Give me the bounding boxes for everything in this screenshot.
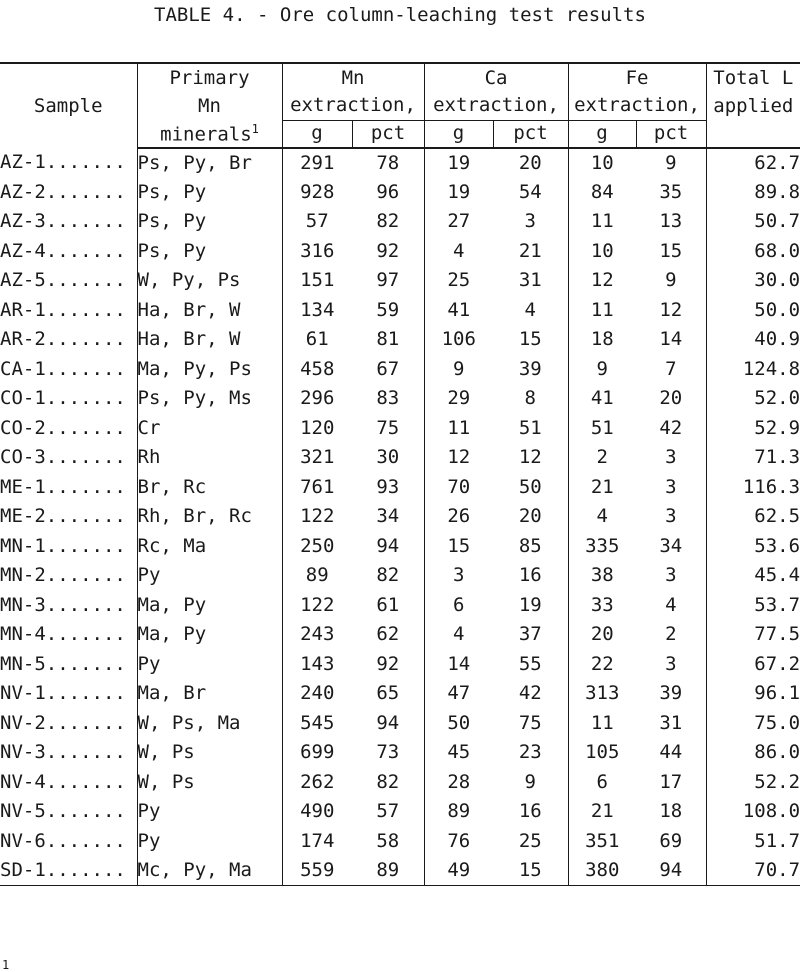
cell-mn-g: 122 [282,502,352,532]
cell-ca-g: 41 [424,296,493,326]
cell-fe-g: 10 [568,148,636,178]
cell-ca-pct: 8 [524,387,536,410]
table-row [0,797,800,827]
table-row [0,768,800,798]
cell-minerals: Ps, Py [137,178,282,208]
cell-mn-pct: 82 [376,210,400,233]
cell-mn-pct: 96 [376,180,400,203]
table-row [0,355,800,385]
cell-fe-pct: 13 [659,210,683,233]
cell-mn-pct: 78 [376,151,400,174]
cell-mn-g: 240 [282,679,352,709]
cell-fe-g: 10 [568,237,636,267]
table-row [0,266,800,296]
cell-total-l: 52.0 [706,384,800,414]
cell-minerals: Py [137,827,282,857]
cell-sample: NV-3....... [0,741,126,764]
cell-mn-g: 928 [282,178,352,208]
cell-mn-g: 243 [282,620,352,650]
cell-total-l: 86.0 [706,738,800,768]
cell-fe-g: 84 [568,178,636,208]
cell-ca-g: 4 [424,237,493,267]
cell-total-l: 51.7 [706,827,800,857]
cell-total-l: 52.9 [706,414,800,444]
cell-fe-g: 38 [568,561,636,591]
cell-mn-pct: 94 [376,534,400,557]
cell-sample: MN-3....... [0,593,126,616]
cell-fe-pct: 31 [659,711,683,734]
cell-ca-g: 76 [424,827,493,857]
cell-total-l: 70.7 [706,856,800,886]
cell-mn-g: 316 [282,237,352,267]
cell-fe-pct: 44 [659,741,683,764]
cell-fe-g: 51 [568,414,636,444]
cell-sample: AR-2....... [0,328,126,351]
cell-mn-pct: 89 [352,856,424,886]
cell-ca-g: 70 [424,473,493,503]
cell-mn-pct: 93 [376,475,400,498]
cell-mn-pct: 65 [376,682,400,705]
cell-total-l: 75.0 [706,709,800,739]
cell-fe-pct: 9 [665,269,677,292]
cell-fe-g: 11 [568,296,636,326]
cell-ca-pct: 12 [518,446,542,469]
cell-ca-pct: 23 [518,741,542,764]
cell-ca-g: 45 [424,738,493,768]
table-row [0,473,800,503]
footnote-superscript: 1 [251,121,259,136]
cell-ca-g: 3 [424,561,493,591]
leaching-results-table [0,62,800,886]
table-row [0,650,800,680]
cell-minerals: Ps, Py, Ms [137,384,282,414]
cell-sample: ME-2....... [0,505,126,528]
header-ca-pct: pct [493,120,568,148]
cell-ca-pct: 75 [518,711,542,734]
cell-mn-pct: 82 [376,770,400,793]
cell-sample: SD-1....... [0,856,137,886]
cell-total-l: 116.3 [706,473,800,503]
cell-fe-g: 21 [568,473,636,503]
cell-sample: AZ-4....... [0,239,126,262]
cell-mn-g: 120 [282,414,352,444]
cell-mn-g: 321 [282,443,352,473]
table-row [0,738,800,768]
cell-ca-pct: 16 [518,800,542,823]
header-total-blank [706,120,800,148]
cell-ca-g: 19 [424,148,493,178]
cell-mn-pct: 73 [376,741,400,764]
cell-minerals: Ma, Py [137,620,282,650]
header-primary-line3 [137,120,282,148]
cell-ca-g: 47 [424,679,493,709]
cell-mn-g: 291 [282,148,352,178]
cell-total-l: 124.8 [706,355,800,385]
cell-minerals: Ha, Br, W [137,325,282,355]
table-row [0,502,800,532]
cell-total-l: 45.4 [706,561,800,591]
cell-sample: AZ-1....... [0,151,126,174]
cell-mn-g: 89 [282,561,352,591]
cell-ca-g: 14 [424,650,493,680]
cell-fe-g: 335 [568,532,636,562]
cell-mn-pct: 30 [376,446,400,469]
cell-minerals: W, Ps, Ma [137,709,282,739]
cell-ca-g: 9 [424,355,493,385]
cell-fe-g: 12 [568,266,636,296]
cell-sample: CO-2....... [0,416,126,439]
table-row [0,561,800,591]
cell-mn-pct: 92 [376,652,400,675]
cell-fe-pct: 20 [659,387,683,410]
header-primary-line1: Primary [137,63,282,92]
cell-mn-pct: 81 [376,328,400,351]
cell-mn-pct: 82 [376,564,400,587]
cell-sample: MN-2....... [0,564,126,587]
cell-sample: AZ-5....... [0,269,126,292]
footnote-mark: 1 [2,958,10,972]
cell-ca-pct: 54 [518,180,542,203]
cell-mn-g: 490 [282,797,352,827]
cell-ca-pct: 15 [493,856,568,886]
table-row [0,296,800,326]
cell-mn-g: 151 [282,266,352,296]
cell-fe-pct: 3 [665,446,677,469]
cell-mn-g: 122 [282,591,352,621]
cell-mn-g: 61 [282,325,352,355]
cell-fe-g: 41 [568,384,636,414]
table-row [0,207,800,237]
cell-mn-g: 57 [282,207,352,237]
cell-ca-pct: 42 [518,682,542,705]
cell-minerals: Ps, Py, Br [137,148,282,178]
cell-mn-g: 458 [282,355,352,385]
table-row [0,237,800,267]
cell-minerals: Br, Rc [137,473,282,503]
cell-total-l: 68.0 [706,237,800,267]
cell-ca-pct: 37 [518,623,542,646]
cell-fe-pct: 3 [665,505,677,528]
table-row [0,443,800,473]
cell-fe-g: 105 [568,738,636,768]
cell-ca-g: 89 [424,797,493,827]
cell-sample: NV-2....... [0,711,126,734]
cell-ca-pct: 50 [518,475,542,498]
cell-minerals: Py [137,650,282,680]
table-row [0,827,800,857]
table-row [0,709,800,739]
cell-total-l: 108.0 [706,797,800,827]
cell-fe-pct: 94 [636,856,706,886]
cell-mn-pct: 34 [376,505,400,528]
cell-fe-pct: 69 [659,829,683,852]
cell-total-l: 50.0 [706,296,800,326]
cell-ca-pct: 85 [518,534,542,557]
cell-minerals: W, Ps [137,768,282,798]
table-row [0,325,800,355]
cell-fe-pct: 7 [665,357,677,380]
cell-ca-pct: 4 [524,298,536,321]
cell-ca-pct: 31 [518,269,542,292]
header-mn-line1: Mn [282,63,424,92]
cell-total-l: 52.2 [706,768,800,798]
cell-sample: CO-1....... [0,387,126,410]
cell-fe-g: 11 [568,709,636,739]
cell-minerals: Rh, Br, Rc [137,502,282,532]
cell-ca-g: 50 [424,709,493,739]
header-mn-g: g [282,120,352,148]
cell-mn-g: 699 [282,738,352,768]
cell-minerals: W, Py, Ps [137,266,282,296]
table-row [0,178,800,208]
header-primary-minerals-text: minerals [160,123,252,146]
cell-fe-g: 22 [568,650,636,680]
header-ca-line2: extraction, [424,92,568,120]
cell-fe-pct: 17 [659,770,683,793]
cell-ca-g: 12 [424,443,493,473]
cell-minerals: Ps, Py [137,207,282,237]
cell-fe-g: 4 [568,502,636,532]
cell-ca-pct: 39 [518,357,542,380]
cell-fe-g: 20 [568,620,636,650]
cell-fe-pct: 3 [665,475,677,498]
cell-ca-pct: 55 [518,652,542,675]
header-sample: Sample [33,94,103,117]
cell-mn-pct: 83 [376,387,400,410]
cell-ca-g: 25 [424,266,493,296]
cell-ca-pct: 51 [518,416,542,439]
cell-mn-g: 296 [282,384,352,414]
cell-sample: NV-4....... [0,770,126,793]
cell-fe-pct: 39 [659,682,683,705]
cell-mn-g: 250 [282,532,352,562]
cell-fe-pct: 4 [665,593,677,616]
cell-fe-pct: 15 [659,239,683,262]
cell-minerals: Ma, Py [137,591,282,621]
header-ca-line1: Ca [424,63,568,92]
cell-minerals: W, Ps [137,738,282,768]
cell-minerals: Cr [137,414,282,444]
cell-fe-g: 313 [568,679,636,709]
cell-fe-pct: 3 [665,652,677,675]
cell-fe-pct: 42 [659,416,683,439]
header-ca-g: g [424,120,493,148]
table-row [0,148,800,178]
cell-ca-pct: 19 [518,593,542,616]
cell-ca-pct: 15 [518,328,542,351]
header-total-line2: applied [706,92,800,120]
cell-sample: AR-1....... [0,298,126,321]
cell-mn-g: 143 [282,650,352,680]
cell-mn-g: 262 [282,768,352,798]
cell-total-l: 71.3 [706,443,800,473]
cell-ca-g: 19 [424,178,493,208]
cell-mn-pct: 59 [376,298,400,321]
header-total-line1: Total L [706,63,800,92]
cell-mn-pct: 61 [376,593,400,616]
cell-mn-g: 134 [282,296,352,326]
cell-fe-pct: 18 [659,800,683,823]
header-fe-line1: Fe [568,63,706,92]
cell-ca-g: 106 [424,325,493,355]
cell-ca-pct: 20 [518,505,542,528]
cell-fe-pct: 14 [659,328,683,351]
cell-ca-g: 6 [424,591,493,621]
cell-ca-g: 49 [424,856,493,886]
header-mn-line2: extraction, [282,92,424,120]
cell-ca-pct: 25 [518,829,542,852]
cell-fe-pct: 3 [665,564,677,587]
cell-ca-g: 26 [424,502,493,532]
table-title: TABLE 4. - Ore column-leaching test results [154,4,646,26]
cell-sample: NV-1....... [0,682,126,705]
cell-minerals: Py [137,797,282,827]
cell-ca-pct: 3 [524,210,536,233]
cell-total-l: 77.5 [706,620,800,650]
cell-minerals: Rc, Ma [137,532,282,562]
cell-mn-pct: 62 [376,623,400,646]
cell-fe-pct: 2 [665,623,677,646]
cell-mn-pct: 57 [376,800,400,823]
cell-total-l: 62.7 [706,148,800,178]
cell-ca-g: 15 [424,532,493,562]
table-row [0,679,800,709]
table-row [0,856,800,886]
header-mn-pct: pct [352,120,424,148]
cell-total-l: 62.5 [706,502,800,532]
table-row [0,532,800,562]
cell-fe-pct: 12 [659,298,683,321]
header-fe-pct: pct [636,120,706,148]
cell-fe-pct: 34 [659,534,683,557]
cell-sample: MN-5....... [0,652,126,675]
cell-mn-pct: 92 [376,239,400,262]
cell-ca-g: 28 [424,768,493,798]
cell-minerals: Ma, Py, Ps [137,355,282,385]
cell-fe-g: 2 [568,443,636,473]
cell-mn-pct: 75 [376,416,400,439]
cell-minerals: Ps, Py [137,237,282,267]
cell-minerals: Ha, Br, W [137,296,282,326]
cell-fe-g: 6 [568,768,636,798]
cell-minerals: Rh [137,443,282,473]
cell-sample: AZ-2....... [0,180,126,203]
cell-fe-pct: 9 [665,151,677,174]
cell-ca-g: 4 [424,620,493,650]
cell-fe-g: 21 [568,797,636,827]
cell-ca-g: 11 [424,414,493,444]
cell-sample: CO-3....... [0,446,126,469]
cell-minerals: Py [137,561,282,591]
cell-mn-g: 761 [282,473,352,503]
cell-ca-g: 29 [424,384,493,414]
cell-mn-g: 174 [282,827,352,857]
cell-sample: NV-6....... [0,829,126,852]
header-fe-g: g [568,120,636,148]
cell-total-l: 50.7 [706,207,800,237]
cell-fe-g: 351 [568,827,636,857]
cell-ca-pct: 16 [518,564,542,587]
cell-fe-g: 9 [568,355,636,385]
table-row [0,414,800,444]
cell-ca-g: 27 [424,207,493,237]
cell-mn-g: 545 [282,709,352,739]
cell-minerals: Ma, Br [137,679,282,709]
cell-total-l: 30.0 [706,266,800,296]
cell-sample: NV-5....... [0,800,126,823]
cell-mn-pct: 97 [376,269,400,292]
table-row [0,591,800,621]
cell-total-l: 40.9 [706,325,800,355]
header-primary-line2: Mn [137,92,282,120]
cell-mn-pct: 94 [376,711,400,734]
cell-fe-pct: 35 [659,180,683,203]
cell-ca-pct: 21 [518,239,542,262]
cell-mn-pct: 58 [376,829,400,852]
cell-fe-g: 18 [568,325,636,355]
cell-minerals: Mc, Py, Ma [137,856,282,886]
cell-sample: CA-1....... [0,357,126,380]
header-fe-line2: extraction, [568,92,706,120]
cell-sample: MN-1....... [0,534,126,557]
cell-mn-g: 559 [282,856,352,886]
cell-sample: MN-4....... [0,623,126,646]
cell-sample: ME-1....... [0,475,126,498]
cell-total-l: 96.1 [706,679,800,709]
cell-total-l: 67.2 [706,650,800,680]
cell-fe-g: 11 [568,207,636,237]
cell-ca-pct: 20 [518,151,542,174]
cell-sample: AZ-3....... [0,210,126,233]
cell-total-l: 89.8 [706,178,800,208]
cell-fe-g: 33 [568,591,636,621]
cell-fe-g: 380 [568,856,636,886]
cell-total-l: 53.6 [706,532,800,562]
cell-total-l: 53.7 [706,591,800,621]
cell-mn-pct: 67 [376,357,400,380]
table-body [0,148,800,886]
table-row [0,384,800,414]
table-row [0,620,800,650]
cell-ca-pct: 9 [524,770,536,793]
